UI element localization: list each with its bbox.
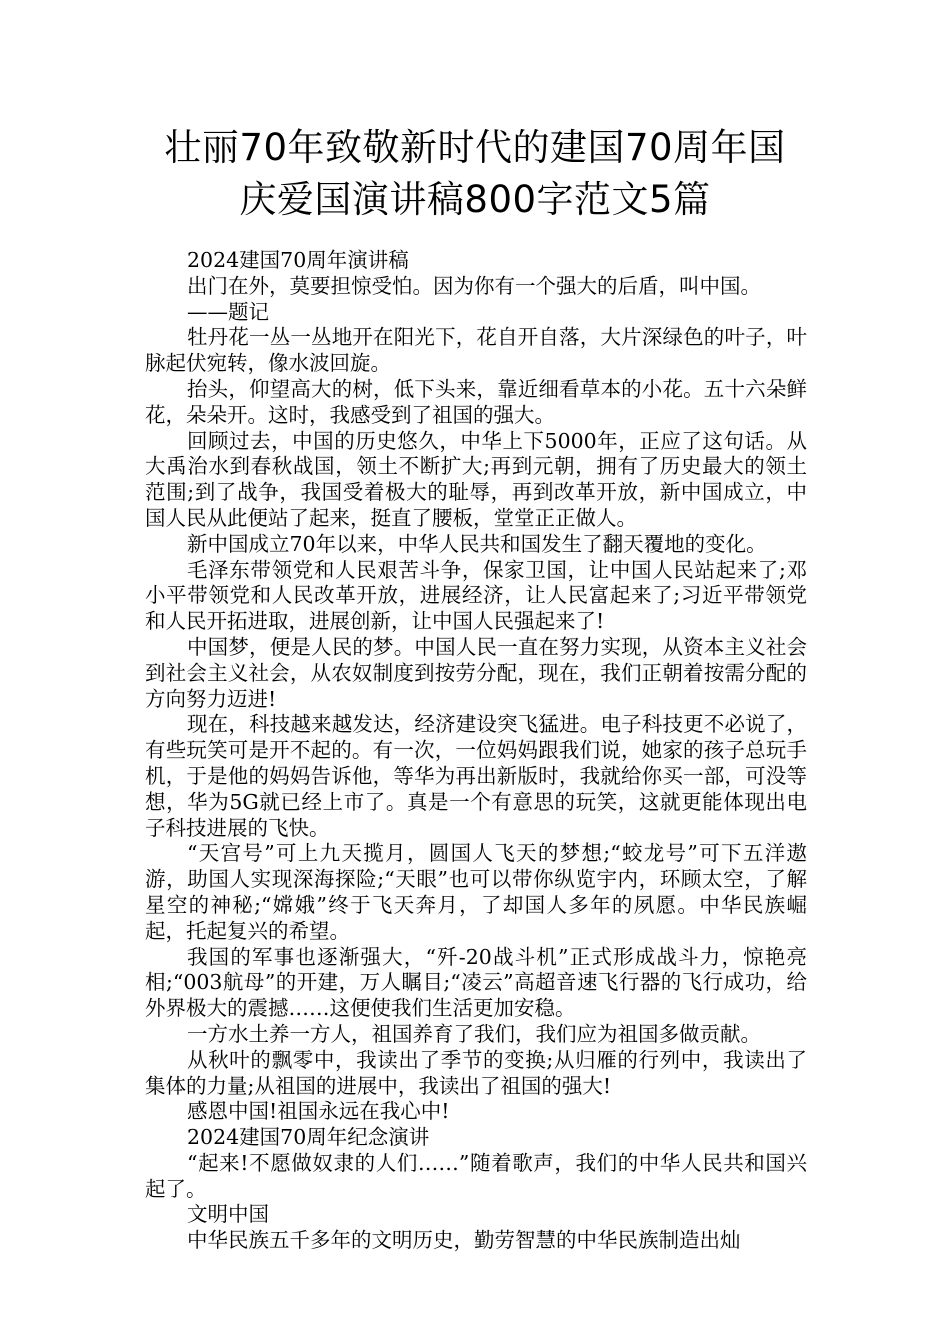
body-paragraph: “起来!不愿做奴隶的人们……”随着歌声，我们的中华人民共和国兴起了。 xyxy=(145,1150,807,1201)
body-paragraph: 毛泽东带领党和人民艰苦斗争，保家卫国，让中国人民站起来了;邓小平带领党和人民改革开放，进展经济，让人民富起来了;习近平带领党和人民开拓进取，进展创新，让中国人民强起来了! xyxy=(145,557,807,634)
body-paragraph: 一方水土养一方人，祖国养育了我们，我们应为祖国多做贡献。 xyxy=(187,1021,761,1046)
body-paragraph: ——题记 xyxy=(187,299,269,324)
document-title xyxy=(95,122,855,226)
title-line-1: 壮丽70年致敬新时代的建国70周年国 xyxy=(164,126,786,169)
body-paragraph: 抬头，仰望高大的树，低下头来，靠近细看草本的小花。五十六朵鲜花，朵朵开。这时，我感受到了祖国的强大。 xyxy=(145,376,807,427)
body-paragraph: 出门在外，莫要担惊受怕。因为你有一个强大的后盾，叫中国。 xyxy=(187,273,761,298)
body-paragraph: 现在，科技越来越发达，经济建设突飞猛进。电子科技更不必说了，有些玩笑可是开不起的。有一次，一位妈妈跟我们说，她家的孩子总玩手机，于是他的妈妈告诉他，等华为再出新版时，我就给你买一部，可没等想，华为5G就已经上市了。真是一个有意思的玩笑，这就更能体现出电子科技进展的飞快。 xyxy=(145,712,807,840)
body-paragraph: 2024建国70周年演讲稿 xyxy=(187,248,409,272)
body-paragraph: “天宫号”可上九天揽月，圆国人飞天的梦想;“蛟龙号”可下五洋遨游，助国人实现深海探险;“天眼”也可以带你纵览宇内，环顾太空，了解星空的神秘;“嫦娥”终于飞天奔月，了却国人多年的夙愿。中华民族崛起，托起复兴的希望。 xyxy=(145,841,807,943)
body-paragraph: 感恩中国!祖国永远在我心中! xyxy=(187,1099,450,1124)
body-paragraph: 从秋叶的飘零中，我读出了季节的变换;从归雁的行列中，我读出了集体的力量;从祖国的进展中，我读出了祖国的强大! xyxy=(145,1047,807,1098)
body-paragraph: 回顾过去，中国的历史悠久，中华上下5000年，正应了这句话。从大禹治水到春秋战国，领土不断扩大;再到元朝，拥有了历史最大的领土范围;到了战争，我国受着极大的耻辱，再到改革开放，新中国成立，中国人民从此便站了起来，挺直了腰板，堂堂正正做人。 xyxy=(145,428,807,530)
document-body xyxy=(145,248,807,1254)
body-paragraph: 我国的军事也逐渐强大，“歼-20战斗机”正式形成战斗力，惊艳亮相;“003航母”的开建，万人瞩目;“凌云”高超音速飞行器的飞行成功，给外界极大的震撼……这便使我们生活更加安稳。 xyxy=(145,944,807,1021)
title-line-2: 庆爱国演讲稿800字范文5篇 xyxy=(239,178,711,221)
body-paragraph: 中华民族五千多年的文明历史，勤劳智慧的中华民族制造出灿 xyxy=(187,1228,741,1253)
body-paragraph: 2024建国70周年纪念演讲 xyxy=(187,1125,430,1150)
body-paragraph: 牡丹花一丛一丛地开在阳光下，花自开自落，大片深绿色的叶子，叶脉起伏宛转，像水波回旋。 xyxy=(145,325,807,376)
body-paragraph: 中国梦，便是人民的梦。中国人民一直在努力实现，从资本主义社会到社会主义社会，从农奴制度到按劳分配，现在，我们正朝着按需分配的方向努力迈进! xyxy=(145,634,807,711)
body-paragraph: 新中国成立70年以来，中华人民共和国发生了翻天覆地的变化。 xyxy=(187,531,767,556)
body-paragraph: 文明中国 xyxy=(187,1202,269,1227)
